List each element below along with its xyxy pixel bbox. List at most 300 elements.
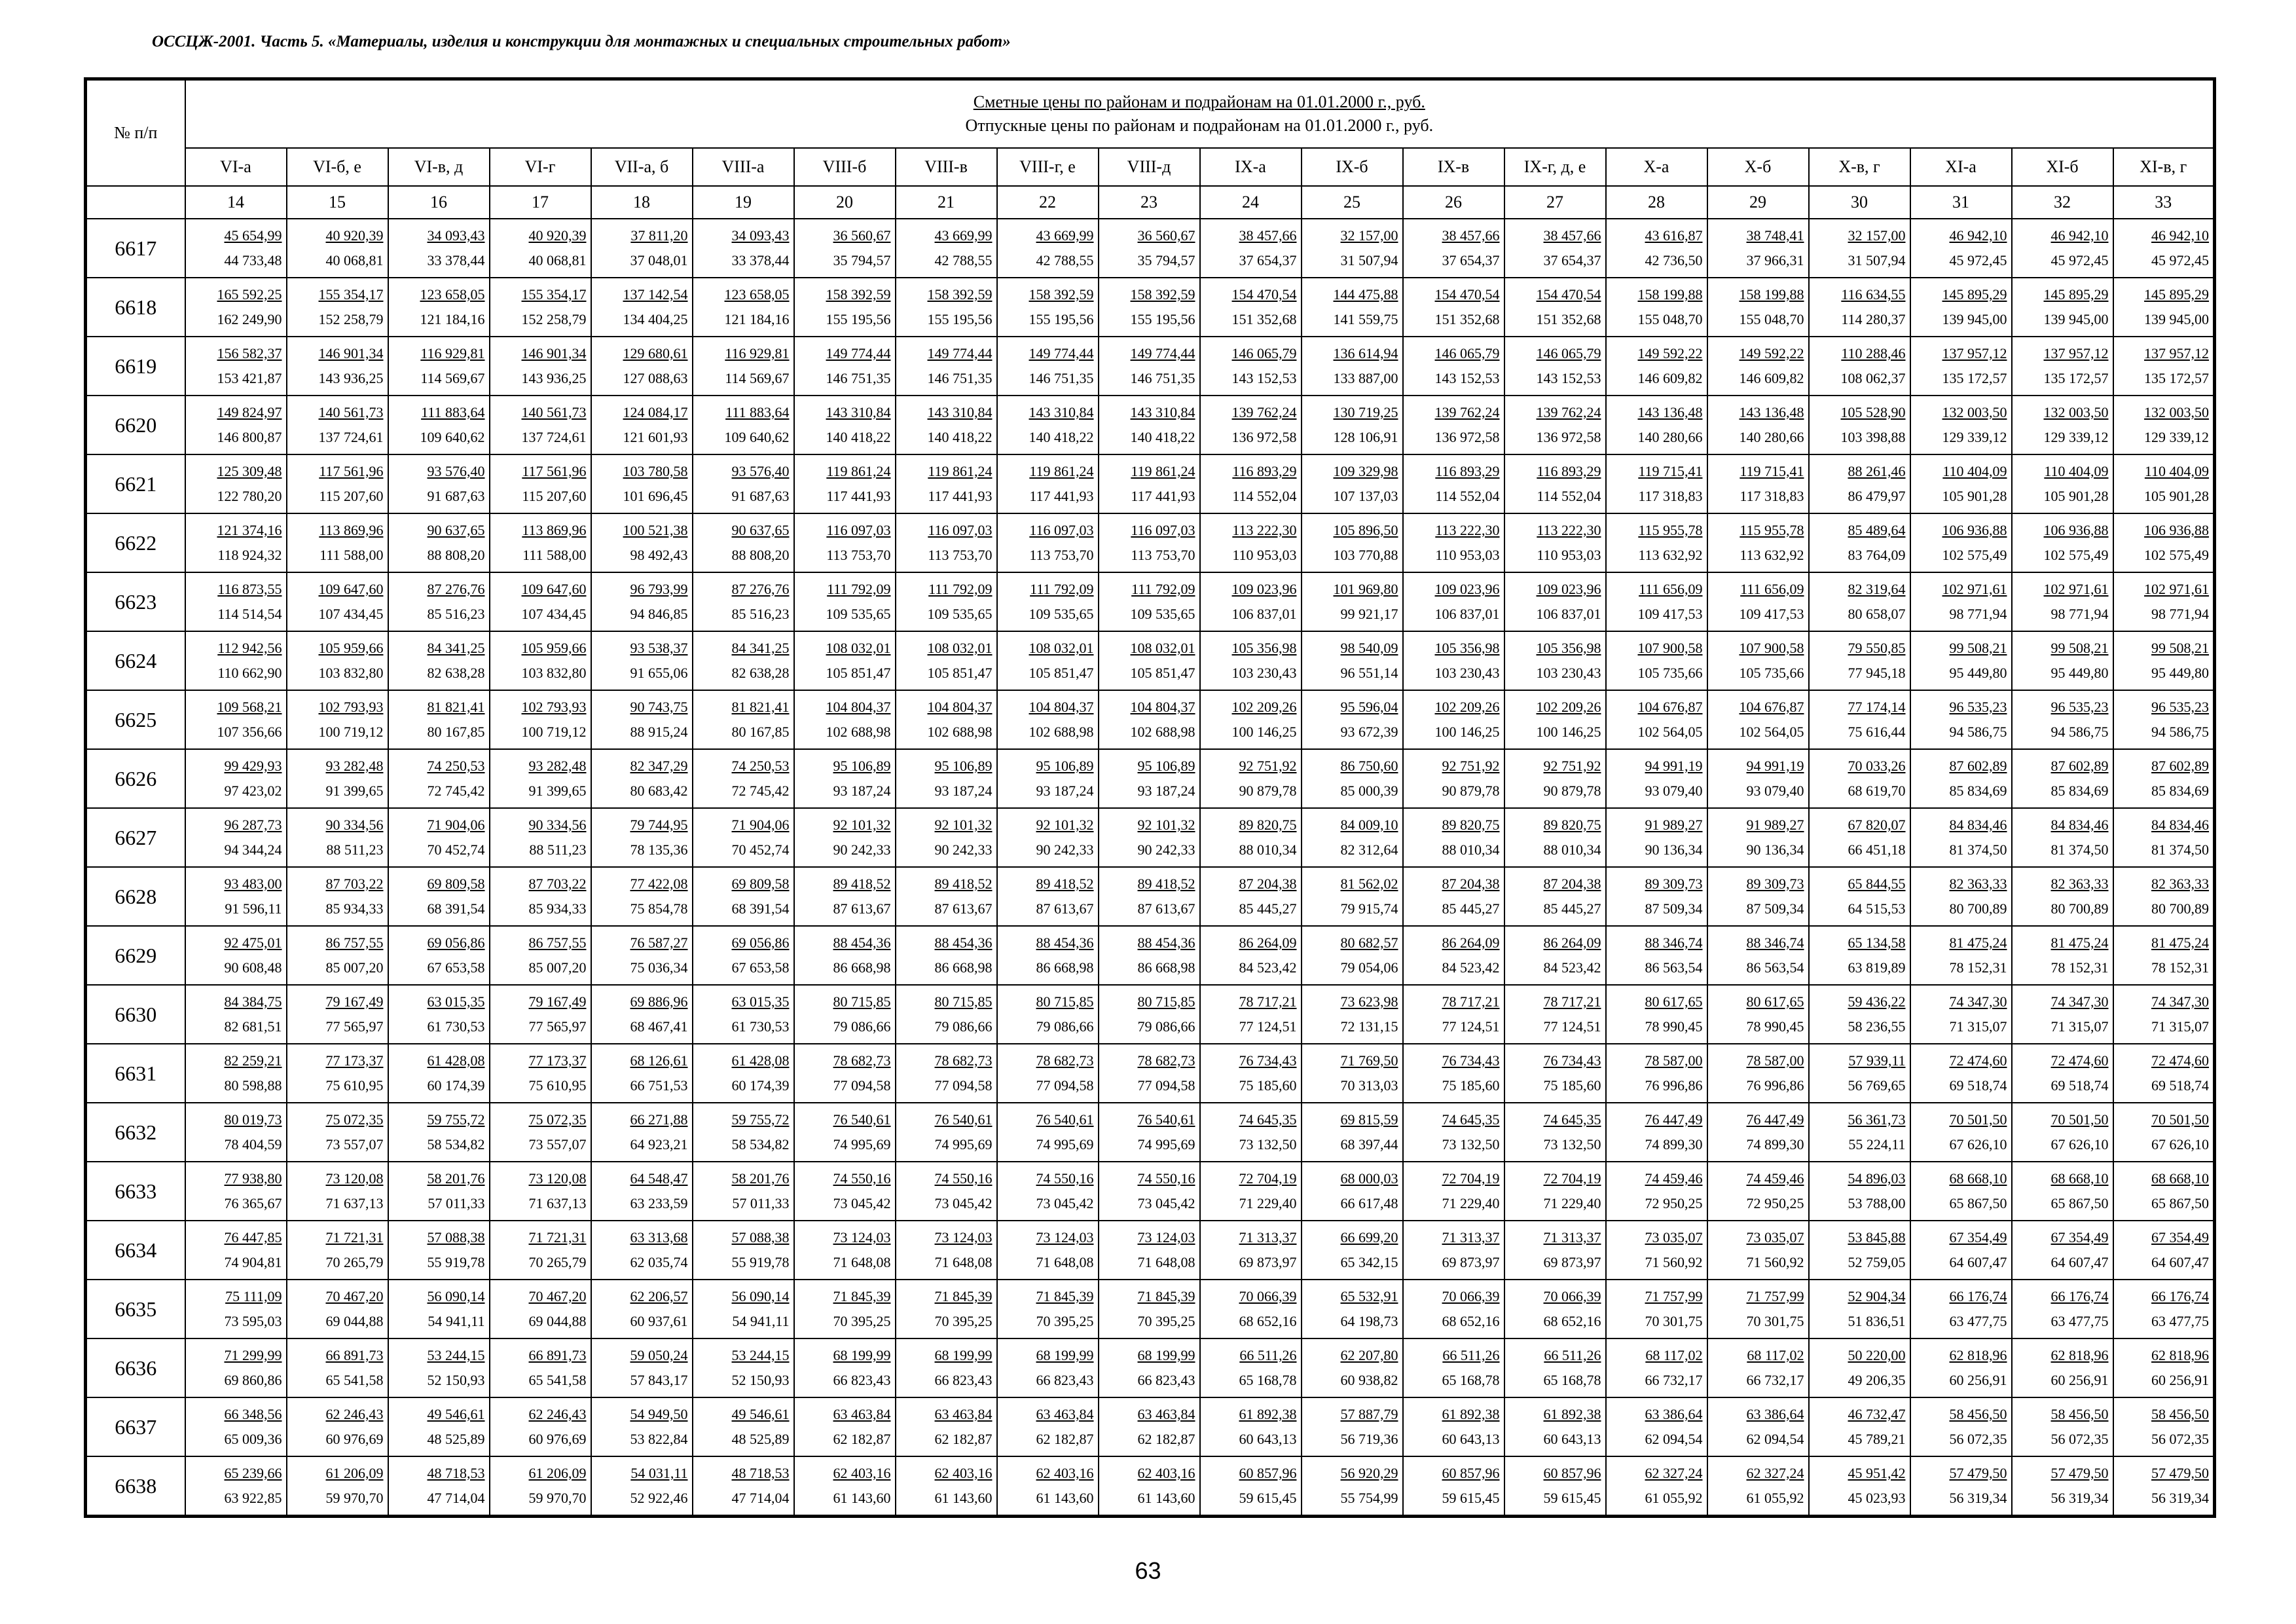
release-price: 114 514,54 bbox=[217, 606, 282, 622]
release-price: 88 511,23 bbox=[326, 841, 384, 858]
release-price: 56 769,65 bbox=[1848, 1077, 1906, 1094]
price-cell bbox=[185, 513, 287, 572]
estimate-price: 106 936,88 bbox=[2043, 522, 2109, 538]
estimate-price: 102 793,93 bbox=[521, 699, 587, 715]
estimate-price: 61 428,08 bbox=[427, 1052, 485, 1069]
estimate-price: 108 032,01 bbox=[826, 640, 891, 656]
release-price: 94 846,85 bbox=[630, 606, 688, 622]
price-cell bbox=[185, 1162, 287, 1221]
release-price: 91 399,65 bbox=[528, 783, 587, 799]
release-price: 155 195,56 bbox=[1029, 311, 1094, 327]
price-cell bbox=[490, 808, 591, 867]
estimate-price: 86 757,55 bbox=[325, 934, 384, 951]
price-cell bbox=[2113, 337, 2215, 396]
price-table bbox=[84, 77, 2216, 1518]
price-cell bbox=[287, 1280, 388, 1338]
price-cell bbox=[591, 454, 693, 513]
release-price: 110 953,03 bbox=[1435, 547, 1500, 563]
estimate-price: 68 199,99 bbox=[934, 1347, 993, 1363]
estimate-price: 102 971,61 bbox=[2144, 581, 2210, 597]
release-price: 86 668,98 bbox=[934, 959, 993, 976]
estimate-price: 68 668,10 bbox=[2050, 1170, 2109, 1187]
price-cell bbox=[388, 1044, 490, 1103]
estimate-price: 69 886,96 bbox=[630, 993, 688, 1010]
release-price: 56 319,34 bbox=[2050, 1490, 2109, 1506]
estimate-price: 111 792,09 bbox=[1131, 581, 1195, 597]
estimate-price: 74 459,46 bbox=[1645, 1170, 1703, 1187]
estimate-price: 57 479,50 bbox=[2151, 1465, 2210, 1481]
price-cell bbox=[1910, 1338, 2012, 1397]
release-price: 84 523,42 bbox=[1239, 959, 1297, 976]
price-cell bbox=[693, 1397, 794, 1456]
estimate-price: 93 576,40 bbox=[427, 463, 485, 479]
price-cell bbox=[1910, 749, 2012, 808]
release-price: 56 719,36 bbox=[1340, 1431, 1398, 1447]
estimate-price: 102 209,26 bbox=[1434, 699, 1500, 715]
release-price: 60 256,91 bbox=[2050, 1372, 2109, 1388]
column-number-cell: 22 bbox=[997, 186, 1099, 219]
price-cell bbox=[490, 1456, 591, 1517]
price-cell bbox=[287, 219, 388, 278]
estimate-price: 112 942,56 bbox=[217, 640, 282, 656]
price-cell bbox=[997, 1338, 1099, 1397]
estimate-price: 106 936,88 bbox=[2144, 522, 2210, 538]
price-cell bbox=[1302, 219, 1403, 278]
estimate-price: 66 176,74 bbox=[2050, 1288, 2109, 1304]
release-price: 66 617,48 bbox=[1340, 1195, 1398, 1211]
price-cell bbox=[185, 1338, 287, 1397]
release-price: 90 136,34 bbox=[1746, 841, 1804, 858]
price-cell bbox=[388, 690, 490, 749]
price-cell bbox=[1099, 808, 1200, 867]
item-code-cell: 6629 bbox=[86, 926, 185, 985]
estimate-price: 71 313,37 bbox=[1543, 1229, 1601, 1246]
price-cell bbox=[185, 572, 287, 631]
estimate-price: 38 748,41 bbox=[1746, 227, 1804, 244]
release-price: 85 516,23 bbox=[731, 606, 790, 622]
estimate-price: 68 668,10 bbox=[2151, 1170, 2210, 1187]
release-price: 54 941,11 bbox=[428, 1313, 485, 1329]
price-cell bbox=[1606, 572, 1707, 631]
column-number-cell: 23 bbox=[1099, 186, 1200, 219]
price-cell bbox=[1809, 572, 1910, 631]
price-cell bbox=[1403, 1397, 1504, 1456]
release-price: 107 434,45 bbox=[521, 606, 587, 622]
table-row bbox=[86, 396, 2215, 454]
price-cell bbox=[896, 1044, 997, 1103]
release-price: 78 990,45 bbox=[1645, 1018, 1703, 1035]
release-price: 67 626,10 bbox=[2151, 1136, 2210, 1153]
price-cell bbox=[490, 513, 591, 572]
estimate-price: 62 403,16 bbox=[833, 1465, 891, 1481]
estimate-price: 37 811,20 bbox=[630, 227, 688, 244]
release-price: 85 834,69 bbox=[1949, 783, 2007, 799]
estimate-price: 65 532,91 bbox=[1340, 1288, 1398, 1304]
release-price: 55 919,78 bbox=[427, 1254, 485, 1270]
release-price: 37 048,01 bbox=[630, 252, 688, 268]
price-cell bbox=[2113, 513, 2215, 572]
price-cell bbox=[1606, 1162, 1707, 1221]
price-cell bbox=[490, 690, 591, 749]
release-price: 98 492,43 bbox=[630, 547, 688, 563]
price-cell bbox=[794, 926, 896, 985]
release-price: 88 511,23 bbox=[529, 841, 587, 858]
release-price: 68 652,16 bbox=[1543, 1313, 1601, 1329]
estimate-price: 34 093,43 bbox=[731, 227, 790, 244]
release-price: 128 106,91 bbox=[1333, 429, 1398, 445]
release-price: 68 619,70 bbox=[1848, 783, 1906, 799]
release-price: 80 700,89 bbox=[1949, 900, 2007, 917]
estimate-price: 66 511,26 bbox=[1544, 1347, 1601, 1363]
price-cell bbox=[287, 749, 388, 808]
price-cell bbox=[2113, 1044, 2215, 1103]
estimate-price: 74 645,35 bbox=[1442, 1111, 1500, 1128]
item-code-cell: 6618 bbox=[86, 278, 185, 337]
release-price: 152 258,79 bbox=[318, 311, 384, 327]
price-cell bbox=[2012, 926, 2113, 985]
release-price: 86 563,54 bbox=[1746, 959, 1804, 976]
release-price: 56 319,34 bbox=[2151, 1490, 2210, 1506]
price-cell bbox=[2012, 1103, 2113, 1162]
price-cell bbox=[1504, 278, 1606, 337]
release-price: 114 569,67 bbox=[725, 370, 790, 386]
release-price: 95 449,80 bbox=[1949, 665, 2007, 681]
estimate-price: 89 309,73 bbox=[1645, 876, 1703, 892]
release-price: 93 187,24 bbox=[1137, 783, 1195, 799]
price-cell bbox=[1200, 396, 1302, 454]
release-price: 75 185,60 bbox=[1239, 1077, 1297, 1094]
release-price: 139 945,00 bbox=[2144, 311, 2210, 327]
price-cell bbox=[1302, 867, 1403, 926]
estimate-price: 137 957,12 bbox=[2144, 345, 2210, 361]
release-price: 93 079,40 bbox=[1645, 783, 1703, 799]
estimate-price: 76 734,43 bbox=[1543, 1052, 1601, 1069]
price-cell bbox=[1606, 808, 1707, 867]
price-cell bbox=[2113, 1280, 2215, 1338]
item-code-cell: 6630 bbox=[86, 985, 185, 1044]
release-price: 57 843,17 bbox=[630, 1372, 688, 1388]
release-price: 86 668,98 bbox=[1036, 959, 1094, 976]
price-cell bbox=[693, 926, 794, 985]
release-price: 122 780,20 bbox=[217, 488, 282, 504]
estimate-price: 76 587,27 bbox=[630, 934, 688, 951]
release-price: 60 643,13 bbox=[1239, 1431, 1297, 1447]
estimate-price: 71 845,39 bbox=[934, 1288, 993, 1304]
release-price: 143 936,25 bbox=[521, 370, 587, 386]
price-cell bbox=[693, 1221, 794, 1280]
release-price: 100 146,25 bbox=[1231, 724, 1297, 740]
release-price: 140 418,22 bbox=[1130, 429, 1195, 445]
price-cell bbox=[896, 1103, 997, 1162]
estimate-price: 77 173,37 bbox=[325, 1052, 384, 1069]
price-cell bbox=[1403, 1103, 1504, 1162]
release-price: 63 477,75 bbox=[2151, 1313, 2210, 1329]
estimate-price: 66 891,73 bbox=[325, 1347, 384, 1363]
price-cell bbox=[1200, 1103, 1302, 1162]
price-cell bbox=[287, 985, 388, 1044]
estimate-price: 87 276,76 bbox=[731, 581, 790, 597]
release-price: 62 182,87 bbox=[1036, 1431, 1094, 1447]
estimate-price: 79 744,95 bbox=[630, 817, 688, 833]
estimate-price: 158 199,88 bbox=[1637, 286, 1703, 303]
release-price: 121 601,93 bbox=[623, 429, 688, 445]
estimate-price: 116 873,55 bbox=[217, 581, 282, 597]
release-price: 90 608,48 bbox=[224, 959, 282, 976]
price-cell bbox=[1606, 867, 1707, 926]
price-cell bbox=[997, 513, 1099, 572]
price-cell bbox=[1302, 1103, 1403, 1162]
release-price: 98 771,94 bbox=[1949, 606, 2007, 622]
estimate-price: 67 354,49 bbox=[1949, 1229, 2007, 1246]
table-row bbox=[86, 1338, 2215, 1397]
price-cell bbox=[1707, 572, 1809, 631]
estimate-price: 96 535,23 bbox=[1949, 699, 2007, 715]
estimate-price: 71 769,50 bbox=[1340, 1052, 1398, 1069]
price-cell bbox=[693, 1044, 794, 1103]
column-number-cell: 14 bbox=[185, 186, 287, 219]
estimate-price: 92 101,32 bbox=[1036, 817, 1094, 833]
price-cell bbox=[2113, 1338, 2215, 1397]
estimate-price: 36 560,67 bbox=[1137, 227, 1195, 244]
price-cell bbox=[794, 808, 896, 867]
price-cell bbox=[1910, 690, 2012, 749]
release-price: 117 441,93 bbox=[826, 488, 891, 504]
price-cell bbox=[1504, 454, 1606, 513]
release-price: 72 950,25 bbox=[1645, 1195, 1703, 1211]
price-cell bbox=[1403, 1338, 1504, 1397]
estimate-price: 123 658,05 bbox=[724, 286, 790, 303]
release-price: 80 700,89 bbox=[2050, 900, 2109, 917]
price-cell bbox=[997, 749, 1099, 808]
release-price: 60 643,13 bbox=[1442, 1431, 1500, 1447]
estimate-price: 69 815,59 bbox=[1340, 1111, 1398, 1128]
estimate-price: 155 354,17 bbox=[318, 286, 384, 303]
price-cell bbox=[1099, 631, 1200, 690]
estimate-price: 64 548,47 bbox=[630, 1170, 688, 1187]
price-cell bbox=[1302, 1280, 1403, 1338]
release-price: 63 477,75 bbox=[1949, 1313, 2007, 1329]
estimate-price: 95 106,89 bbox=[934, 758, 993, 774]
release-price: 74 899,30 bbox=[1746, 1136, 1804, 1153]
column-number-cell: 30 bbox=[1809, 186, 1910, 219]
price-cell bbox=[2113, 631, 2215, 690]
region-header-cell: VI-в, д bbox=[388, 148, 490, 186]
release-price: 146 609,82 bbox=[1637, 370, 1703, 386]
release-price: 75 036,34 bbox=[630, 959, 688, 976]
estimate-price: 84 384,75 bbox=[224, 993, 282, 1010]
estimate-price: 116 893,29 bbox=[1232, 463, 1297, 479]
estimate-price: 113 222,30 bbox=[1435, 522, 1500, 538]
release-price: 73 045,42 bbox=[934, 1195, 993, 1211]
price-cell bbox=[1809, 1338, 1910, 1397]
estimate-price: 110 404,09 bbox=[1942, 463, 2007, 479]
column-number-cell: 17 bbox=[490, 186, 591, 219]
price-cell bbox=[1403, 1044, 1504, 1103]
estimate-price: 62 403,16 bbox=[1036, 1465, 1094, 1481]
price-cell bbox=[1910, 926, 2012, 985]
estimate-price: 125 309,48 bbox=[217, 463, 282, 479]
release-price: 60 256,91 bbox=[1949, 1372, 2007, 1388]
release-price: 90 879,78 bbox=[1442, 783, 1500, 799]
price-cell bbox=[1910, 396, 2012, 454]
price-cell bbox=[1809, 1103, 1910, 1162]
region-header-cell: IX-г, д, е bbox=[1504, 148, 1606, 186]
release-price: 65 867,50 bbox=[2151, 1195, 2210, 1211]
release-price: 59 970,70 bbox=[528, 1490, 587, 1506]
estimate-price: 92 475,01 bbox=[224, 934, 282, 951]
release-price: 82 681,51 bbox=[224, 1018, 282, 1035]
price-cell bbox=[1302, 749, 1403, 808]
estimate-price: 68 117,02 bbox=[1747, 1347, 1804, 1363]
price-cell bbox=[1403, 926, 1504, 985]
table-row bbox=[86, 1280, 2215, 1338]
release-price: 93 187,24 bbox=[1036, 783, 1094, 799]
release-price: 111 588,00 bbox=[319, 547, 384, 563]
estimate-price: 96 287,73 bbox=[224, 817, 282, 833]
region-header-cell: VIII-г, е bbox=[997, 148, 1099, 186]
estimate-price: 73 124,03 bbox=[1036, 1229, 1094, 1246]
estimate-price: 92 751,92 bbox=[1543, 758, 1601, 774]
estimate-price: 53 244,15 bbox=[427, 1347, 485, 1363]
release-price: 102 575,49 bbox=[2043, 547, 2109, 563]
price-cell bbox=[1606, 454, 1707, 513]
estimate-price: 137 957,12 bbox=[1942, 345, 2007, 361]
price-cell bbox=[591, 1456, 693, 1517]
price-cell bbox=[287, 1221, 388, 1280]
release-price: 85 834,69 bbox=[2151, 783, 2210, 799]
price-cell bbox=[1403, 1456, 1504, 1517]
item-code-cell: 6622 bbox=[86, 513, 185, 572]
estimate-price: 87 703,22 bbox=[325, 876, 384, 892]
release-price: 95 449,80 bbox=[2151, 665, 2210, 681]
estimate-price: 96 535,23 bbox=[2151, 699, 2210, 715]
estimate-price: 89 418,52 bbox=[934, 876, 993, 892]
price-cell bbox=[1707, 1162, 1809, 1221]
price-cell bbox=[896, 1221, 997, 1280]
release-price: 103 398,88 bbox=[1840, 429, 1906, 445]
price-cell bbox=[1099, 337, 1200, 396]
column-number-cell: 16 bbox=[388, 186, 490, 219]
release-price: 66 732,17 bbox=[1645, 1372, 1703, 1388]
price-cell bbox=[1403, 513, 1504, 572]
price-cell bbox=[388, 1456, 490, 1517]
release-price: 94 586,75 bbox=[2151, 724, 2210, 740]
estimate-price: 78 587,00 bbox=[1645, 1052, 1703, 1069]
price-cell bbox=[794, 1221, 896, 1280]
release-price: 103 832,80 bbox=[521, 665, 587, 681]
estimate-price: 145 895,29 bbox=[2144, 286, 2210, 303]
release-price: 162 249,90 bbox=[217, 311, 282, 327]
release-price: 58 534,82 bbox=[731, 1136, 790, 1153]
release-price: 77 124,51 bbox=[1442, 1018, 1500, 1035]
price-cell bbox=[1099, 985, 1200, 1044]
price-cell bbox=[2113, 808, 2215, 867]
release-price: 55 754,99 bbox=[1340, 1490, 1398, 1506]
estimate-price: 62 818,96 bbox=[1949, 1347, 2007, 1363]
table-row bbox=[86, 513, 2215, 572]
price-cell bbox=[591, 926, 693, 985]
release-price: 72 745,42 bbox=[427, 783, 485, 799]
release-price: 135 172,57 bbox=[2043, 370, 2109, 386]
price-cell bbox=[1809, 985, 1910, 1044]
estimate-price: 92 751,92 bbox=[1442, 758, 1500, 774]
item-code-cell: 6635 bbox=[86, 1280, 185, 1338]
price-cell bbox=[1606, 1456, 1707, 1517]
price-cell bbox=[896, 926, 997, 985]
estimate-price: 56 361,73 bbox=[1848, 1111, 1906, 1128]
estimate-price: 77 173,37 bbox=[528, 1052, 587, 1069]
estimate-price: 40 920,39 bbox=[528, 227, 587, 244]
estimate-price: 61 206,09 bbox=[528, 1465, 587, 1481]
estimate-price: 86 264,09 bbox=[1239, 934, 1297, 951]
price-cell bbox=[388, 749, 490, 808]
estimate-price: 63 313,68 bbox=[630, 1229, 688, 1246]
release-price: 109 535,65 bbox=[927, 606, 993, 622]
estimate-price: 93 282,48 bbox=[528, 758, 587, 774]
estimate-price: 96 535,23 bbox=[2050, 699, 2109, 715]
price-cell bbox=[1707, 337, 1809, 396]
price-cell bbox=[591, 985, 693, 1044]
price-cell bbox=[287, 1456, 388, 1517]
table-row bbox=[86, 867, 2215, 926]
estimate-price: 72 704,19 bbox=[1543, 1170, 1601, 1187]
price-cell bbox=[1910, 1162, 2012, 1221]
price-cell bbox=[794, 1280, 896, 1338]
price-cell bbox=[388, 396, 490, 454]
estimate-price: 140 561,73 bbox=[521, 404, 587, 420]
estimate-price: 81 475,24 bbox=[2050, 934, 2109, 951]
price-cell bbox=[896, 1280, 997, 1338]
estimate-price: 82 363,33 bbox=[2050, 876, 2109, 892]
price-cell bbox=[490, 454, 591, 513]
estimate-price: 59 755,72 bbox=[427, 1111, 485, 1128]
estimate-price: 69 809,58 bbox=[427, 876, 485, 892]
estimate-price: 56 090,14 bbox=[731, 1288, 790, 1304]
estimate-price: 101 969,80 bbox=[1333, 581, 1398, 597]
estimate-price: 82 363,33 bbox=[2151, 876, 2210, 892]
release-price: 37 654,37 bbox=[1239, 252, 1297, 268]
price-cell bbox=[1809, 1456, 1910, 1517]
price-cell bbox=[1809, 749, 1910, 808]
estimate-price: 156 582,37 bbox=[217, 345, 282, 361]
npp-header: № п/п bbox=[86, 79, 185, 187]
release-price: 76 365,67 bbox=[224, 1195, 282, 1211]
release-price: 64 923,21 bbox=[630, 1136, 688, 1153]
release-price: 71 637,13 bbox=[325, 1195, 384, 1211]
price-cell bbox=[997, 396, 1099, 454]
price-cell bbox=[1200, 454, 1302, 513]
price-cell bbox=[1707, 808, 1809, 867]
estimate-price: 62 207,80 bbox=[1340, 1347, 1398, 1363]
estimate-price: 116 893,29 bbox=[1537, 463, 1601, 479]
estimate-price: 56 920,29 bbox=[1340, 1465, 1398, 1481]
estimate-price: 43 669,99 bbox=[1036, 227, 1094, 244]
estimate-price: 82 259,21 bbox=[224, 1052, 282, 1069]
estimate-price: 143 310,84 bbox=[1130, 404, 1195, 420]
estimate-price: 70 066,39 bbox=[1543, 1288, 1601, 1304]
estimate-price: 91 989,27 bbox=[1746, 817, 1804, 833]
price-cell bbox=[896, 396, 997, 454]
estimate-price: 84 834,46 bbox=[1949, 817, 2007, 833]
estimate-price: 107 900,58 bbox=[1637, 640, 1703, 656]
price-cell bbox=[388, 513, 490, 572]
release-price: 69 518,74 bbox=[1949, 1077, 2007, 1094]
estimate-price: 91 989,27 bbox=[1645, 817, 1703, 833]
release-price: 70 395,25 bbox=[1036, 1313, 1094, 1329]
release-price: 71 560,92 bbox=[1746, 1254, 1804, 1270]
price-cell bbox=[2012, 454, 2113, 513]
estimate-price: 76 447,85 bbox=[224, 1229, 282, 1246]
